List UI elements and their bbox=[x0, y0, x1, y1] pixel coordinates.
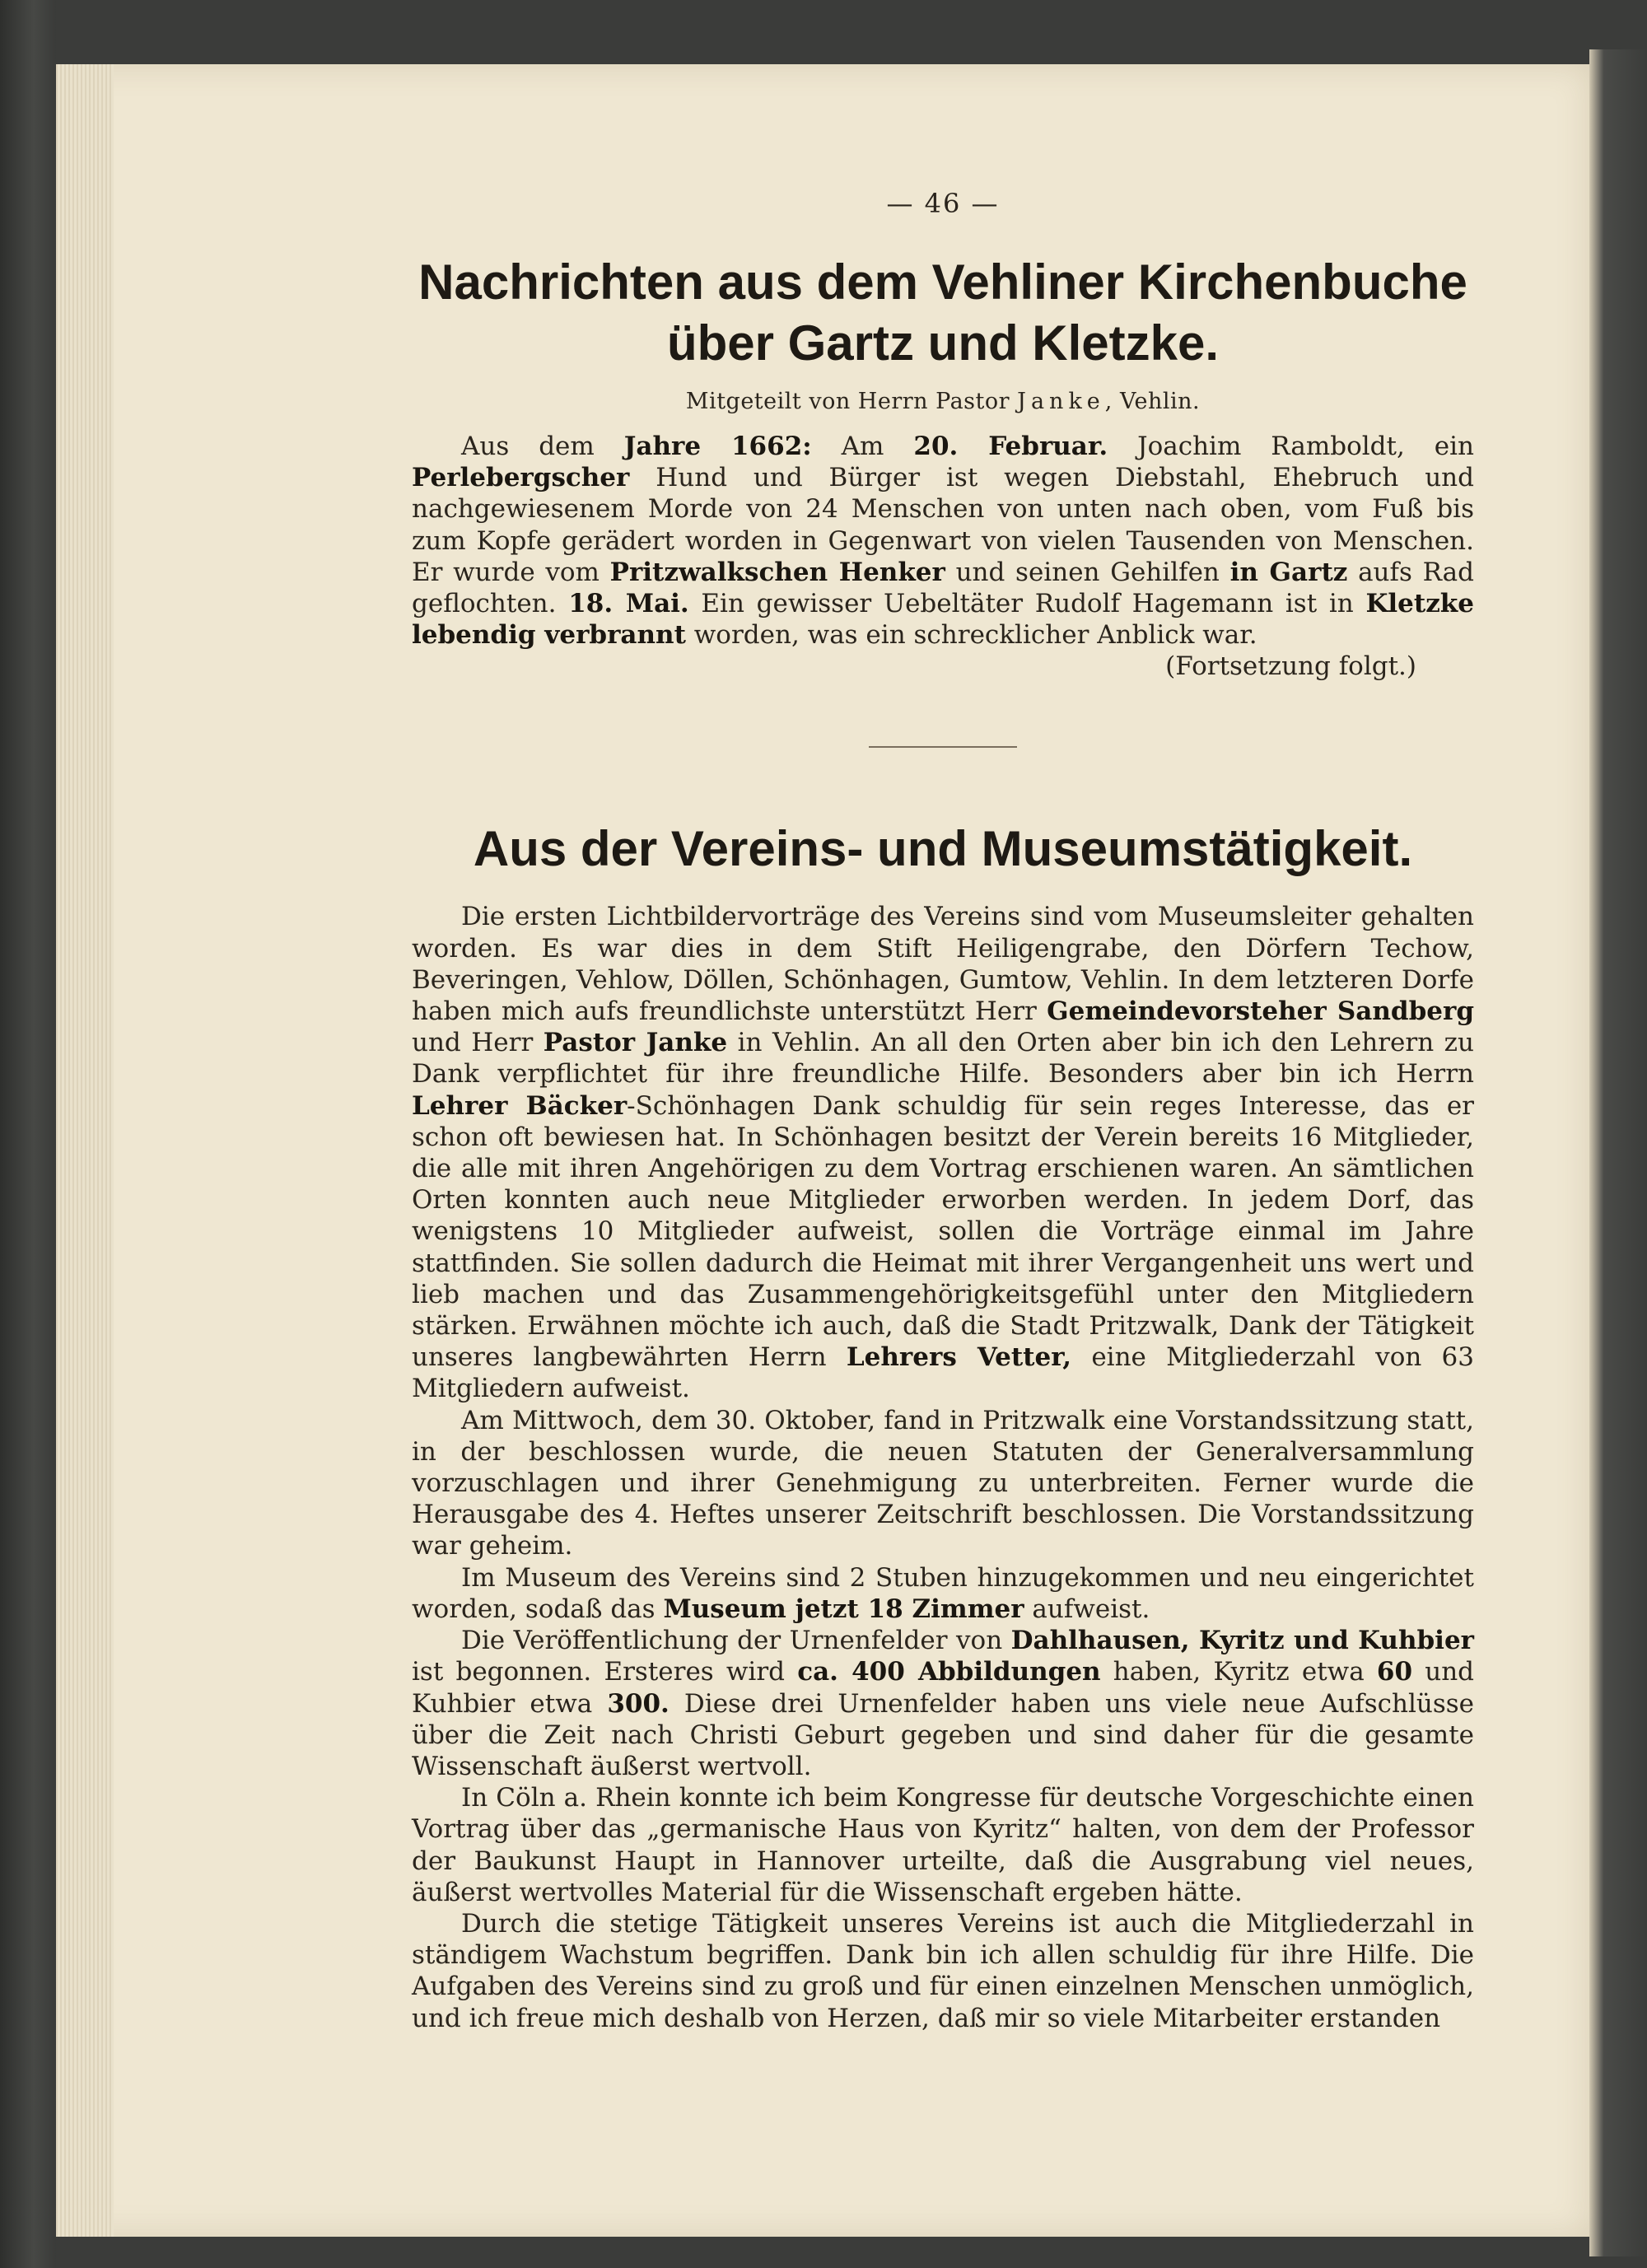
text-run: worden, was ein schrecklicher Anblick war. bbox=[685, 620, 1257, 651]
emphasis-text: 20. Februar. bbox=[913, 432, 1108, 461]
article-kirchenbuch bbox=[412, 252, 1474, 682]
text-run: aufs Rad geflochten. bbox=[412, 557, 1474, 619]
article-byline bbox=[412, 389, 1474, 414]
paragraph-6: Durch die stetige Tätigkeit unseres Vereins ist auch die Mitgliederzahl in ständigem Wachstum begriffen. Dank bin ich allen schuldig für ihre Hilfe. Die Aufgaben des Vereins sind zu groß und für einen einzelnen Menschen unmöglich, und ich freue mich deshalb von Herzen, daß mir so viele Mitarbeiter erstanden bbox=[412, 1908, 1474, 2033]
text-run: aufweist. bbox=[1024, 1594, 1150, 1624]
emphasis-text: Dahlhausen, Kyritz und Kuhbier bbox=[1010, 1626, 1474, 1656]
emphasis-text: Kletzke lebendig verbrannt bbox=[412, 589, 1475, 651]
emphasis-text: 60 bbox=[1376, 1657, 1413, 1687]
byline-prefix: Mitgeteilt von Herrn Pastor bbox=[685, 389, 1010, 414]
text-run: Joachim Ramboldt, ein bbox=[1108, 432, 1474, 461]
article-vereinstaetigkeit bbox=[412, 819, 1474, 2033]
article-paragraph bbox=[412, 431, 1474, 651]
text-run: Die ersten Lichtbildervorträge des Vereins sind vom Museumsleiter gehalten worden. Es war dies in dem Stift Heiligengrabe, den Dörfern Techow, Beveringen, Vehlow, Döllen, Schönhagen, Gumtow, Vehlin. In dem letzteren Dorfe haben mich aufs freundlichste unterstützt Herr bbox=[412, 902, 1474, 1027]
emphasis-text: Jahre 1662: bbox=[623, 432, 812, 461]
text-run: eine Mitgliederzahl von 63 Mitgliedern aufweist. bbox=[412, 1342, 1474, 1404]
byline-author: Janke bbox=[1017, 389, 1105, 414]
article-title-line-2: über Gartz und Kletzke. bbox=[666, 315, 1220, 371]
page-content bbox=[412, 124, 1474, 2034]
text-run: Am bbox=[811, 432, 914, 461]
paragraph-1 bbox=[412, 901, 1474, 1404]
text-run: ist begonnen. Ersteres wird bbox=[412, 1657, 798, 1687]
emphasis-text: ca. 400 Abbildungen bbox=[797, 1657, 1101, 1687]
byline-suffix: , Vehlin. bbox=[1104, 389, 1201, 414]
text-run: Im Museum des Vereins sind 2 Stuben hinzugekommen und neu eingerichtet worden, sodaß das bbox=[412, 1562, 1474, 1624]
article-title bbox=[412, 252, 1474, 374]
text-run: Hund und Bürger ist wegen Diebstahl, Ehebruch und nachgewiesenem Morde von 24 Menschen von unten nach oben, vom Fuß bis zum Kopfe gerädert worden in Gegenwart von vielen Tausenden von Menschen. Er wurde vom bbox=[412, 463, 1474, 587]
emphasis-text: Lehrers Vetter, bbox=[846, 1342, 1072, 1373]
paragraph-4 bbox=[412, 1625, 1474, 1782]
text-run: haben, Kyritz etwa bbox=[1100, 1657, 1377, 1687]
text-run: -Schönhagen Dank schuldig für sein reges Interesse, das er schon oft bewiesen hat. In Schönhagen besitzt der Verein bereits 16 Mitglieder, die alle mit ihren Angehörigen zu dem Vortrag erschienen waren. An sämtlichen Orten konnten auch neue Mitglieder erworben werden. In jedem Dorf, das wenigstens 10 Mitglieder aufweist, sollen die Vorträge einmal im Jahre stattfinden. Sie sollen dadurch die Heimat mit ihrer Vergangenheit uns wert und lieb machen und das Zusammengehörigkeitsgefühl unter den Mitgliedern stärken. Erwähnen möchte ich auch, daß die Stadt Pritzwalk, Dank der Tätigkeit unseres langbewährten Herrn bbox=[412, 1090, 1474, 1373]
emphasis-text: Perlebergscher bbox=[412, 463, 630, 493]
page-number: — 46 — bbox=[886, 188, 1000, 219]
article-title-line-1: Nachrichten aus dem Vehliner Kirchenbuche bbox=[418, 254, 1467, 310]
text-run: und seinen Gehilfen bbox=[945, 557, 1230, 587]
paragraph-3 bbox=[412, 1562, 1474, 1625]
text-run: und Kuhbier etwa bbox=[412, 1657, 1475, 1719]
emphasis-text: Gemeindevorsteher Sandberg bbox=[1047, 996, 1475, 1027]
section-divider bbox=[869, 746, 1017, 748]
text-run: Die Veröffentlichung der Urnenfelder von bbox=[461, 1626, 1011, 1656]
book-cover-right bbox=[1589, 49, 1647, 2256]
section-title: Aus der Vereins- und Museumstätigkeit. bbox=[473, 821, 1413, 877]
text-run: in Vehlin. An all den Orten aber bin ich den Lehrern zu Dank verpflichtet für ihre freundliche Hilfe. Besonders aber bin ich Herrn bbox=[412, 1028, 1474, 1090]
emphasis-text: 300. bbox=[607, 1688, 670, 1719]
book-cover-left bbox=[0, 0, 56, 2268]
continuation-note: (Fortsetzung folgt.) bbox=[1165, 651, 1416, 682]
emphasis-text: Museum jetzt 18 Zimmer bbox=[663, 1594, 1024, 1624]
text-run: Ein gewisser Uebeltäter Rudolf Hagemann ist in bbox=[688, 589, 1366, 619]
text-run: und Herr bbox=[412, 1028, 544, 1058]
emphasis-text: Lehrer Bäcker bbox=[412, 1090, 628, 1121]
emphasis-text: in Gartz bbox=[1229, 557, 1348, 587]
text-run: Aus dem bbox=[461, 432, 624, 461]
paragraph-5: In Cöln a. Rhein konnte ich beim Kongresse für deutsche Vorgeschichte einen Vortrag über das „germanische Haus von Kyritz“ halten, von dem der Professor der Baukunst Haupt in Hannover urteilte, daß die Ausgrabung viel neues, äußerst wertvolles Material für die Wissenschaft ergeben hätte. bbox=[412, 1783, 1474, 1907]
emphasis-text: Pastor Janke bbox=[543, 1028, 728, 1058]
page-edges bbox=[56, 64, 114, 2237]
text-run: Diese drei Urnenfelder haben uns viele neue Aufschlüsse über die Zeit nach Christi Geburt gegeben und sind daher für die gesamte Wissenschaft äußerst wertvoll. bbox=[412, 1688, 1474, 1781]
paragraph-2: Am Mittwoch, dem 30. Oktober, fand in Pritzwalk eine Vorstandssitzung statt, in der beschlossen wurde, die neuen Statuten der Generalversammlung vorzuschlagen und ihrer Genehmigung zu unterbreiten. Ferner wurde die Herausgabe des 4. Heftes unserer Zeitschrift beschlossen. Die Vorstandssitzung war geheim. bbox=[412, 1405, 1474, 1561]
emphasis-text: Pritzwalkschen Henker bbox=[609, 557, 945, 587]
emphasis-text: 18. Mai. bbox=[568, 589, 689, 619]
